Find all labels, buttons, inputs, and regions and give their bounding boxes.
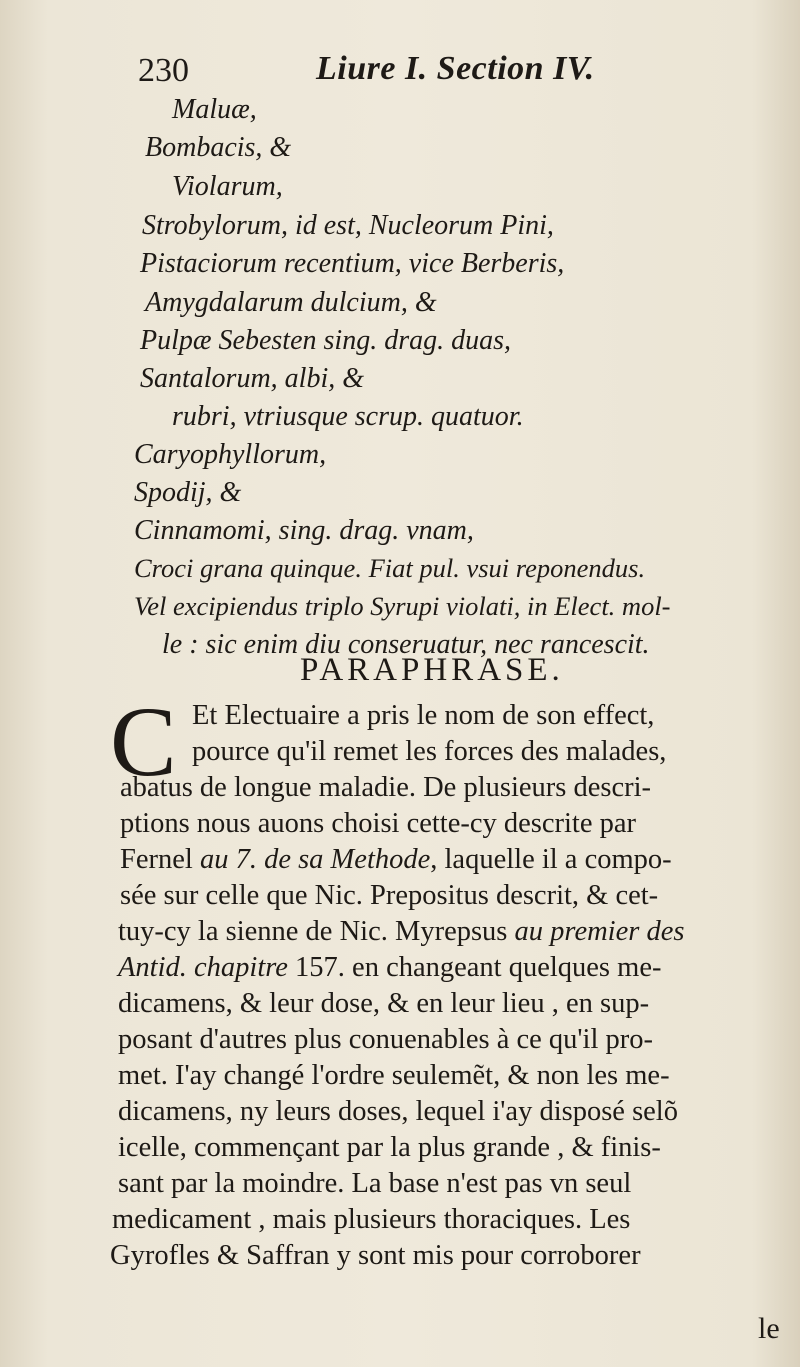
text-line: pource qu'il remet les forces des malades,	[192, 736, 667, 767]
text-line: sée sur celle que Nic. Prepositus descrit, & cet-	[120, 880, 659, 911]
recipe-line: Pistaciorum recentium, vice Berberis,	[140, 248, 565, 279]
text-line: Antid. chapitre 157. en changeant quelques me-	[118, 952, 662, 983]
recipe-line: Maluæ,	[172, 94, 257, 125]
text-line: tuy-cy la sienne de Nic. Myrepsus au premier des	[118, 916, 685, 947]
text-line: abatus de longue maladie. De plusieurs descri-	[120, 772, 652, 803]
recipe-line: Vel excipiendus triplo Syrupi violati, in Elect. mol-	[134, 591, 671, 621]
text-line: Gyrofles & Saffran y sont mis pour corroborer	[110, 1240, 641, 1271]
text-line: icelle, commençant par la plus grande , & finis-	[118, 1132, 661, 1163]
text-line: Et Electuaire a pris le nom de son effect,	[192, 700, 655, 731]
recipe-line: Caryophyllorum,	[134, 439, 327, 470]
recipe-line: rubri, vtriusque scrup. quatuor.	[172, 401, 524, 432]
catchword: le	[758, 1312, 780, 1345]
page-number: 230	[138, 52, 189, 89]
recipe-line: Pulpæ Sebesten sing. drag. duas,	[140, 325, 511, 356]
recipe-line: Bombacis, &	[145, 132, 292, 163]
text-line: medicament , mais plusieurs thoraciques. Les	[112, 1204, 631, 1235]
text-line: met. I'ay changé l'ordre seulemẽt, & non les me-	[118, 1060, 670, 1091]
recipe-line: Violarum,	[172, 171, 283, 202]
recipe-line: Croci grana quinque. Fiat pul. vsui reponendus.	[134, 553, 646, 583]
recipe-line: le : sic enim diu conseruatur, nec rancescit.	[162, 629, 650, 660]
text-line: Fernel au 7. de sa Methode, laquelle il a compo-	[120, 844, 672, 875]
recipe-line: Cinnamomi, sing. drag. vnam,	[134, 515, 474, 546]
drop-cap: C	[110, 686, 177, 797]
text-line: dicamens, ny leurs doses, lequel i'ay disposé selõ	[118, 1096, 678, 1127]
running-head	[138, 48, 758, 98]
recipe-line: Amygdalarum dulcium, &	[145, 287, 437, 318]
running-title: Liure I. Section IV.	[316, 50, 595, 87]
section-heading: PARAPHRASE.	[300, 652, 564, 688]
text-line: posant d'autres plus conuenables à ce qu'il pro-	[118, 1024, 653, 1055]
recipe-line: Spodij, &	[134, 477, 242, 508]
recipe-line: Strobylorum, id est, Nucleorum Pini,	[142, 210, 554, 241]
recipe-line: Santalorum, albi, &	[140, 363, 365, 394]
text-line: dicamens, & leur dose, & en leur lieu , en sup-	[118, 988, 650, 1019]
text-line: sant par la moindre. La base n'est pas vn seul	[118, 1168, 632, 1199]
text-line: ptions nous auons choisi cette-cy descrite par	[120, 808, 637, 839]
